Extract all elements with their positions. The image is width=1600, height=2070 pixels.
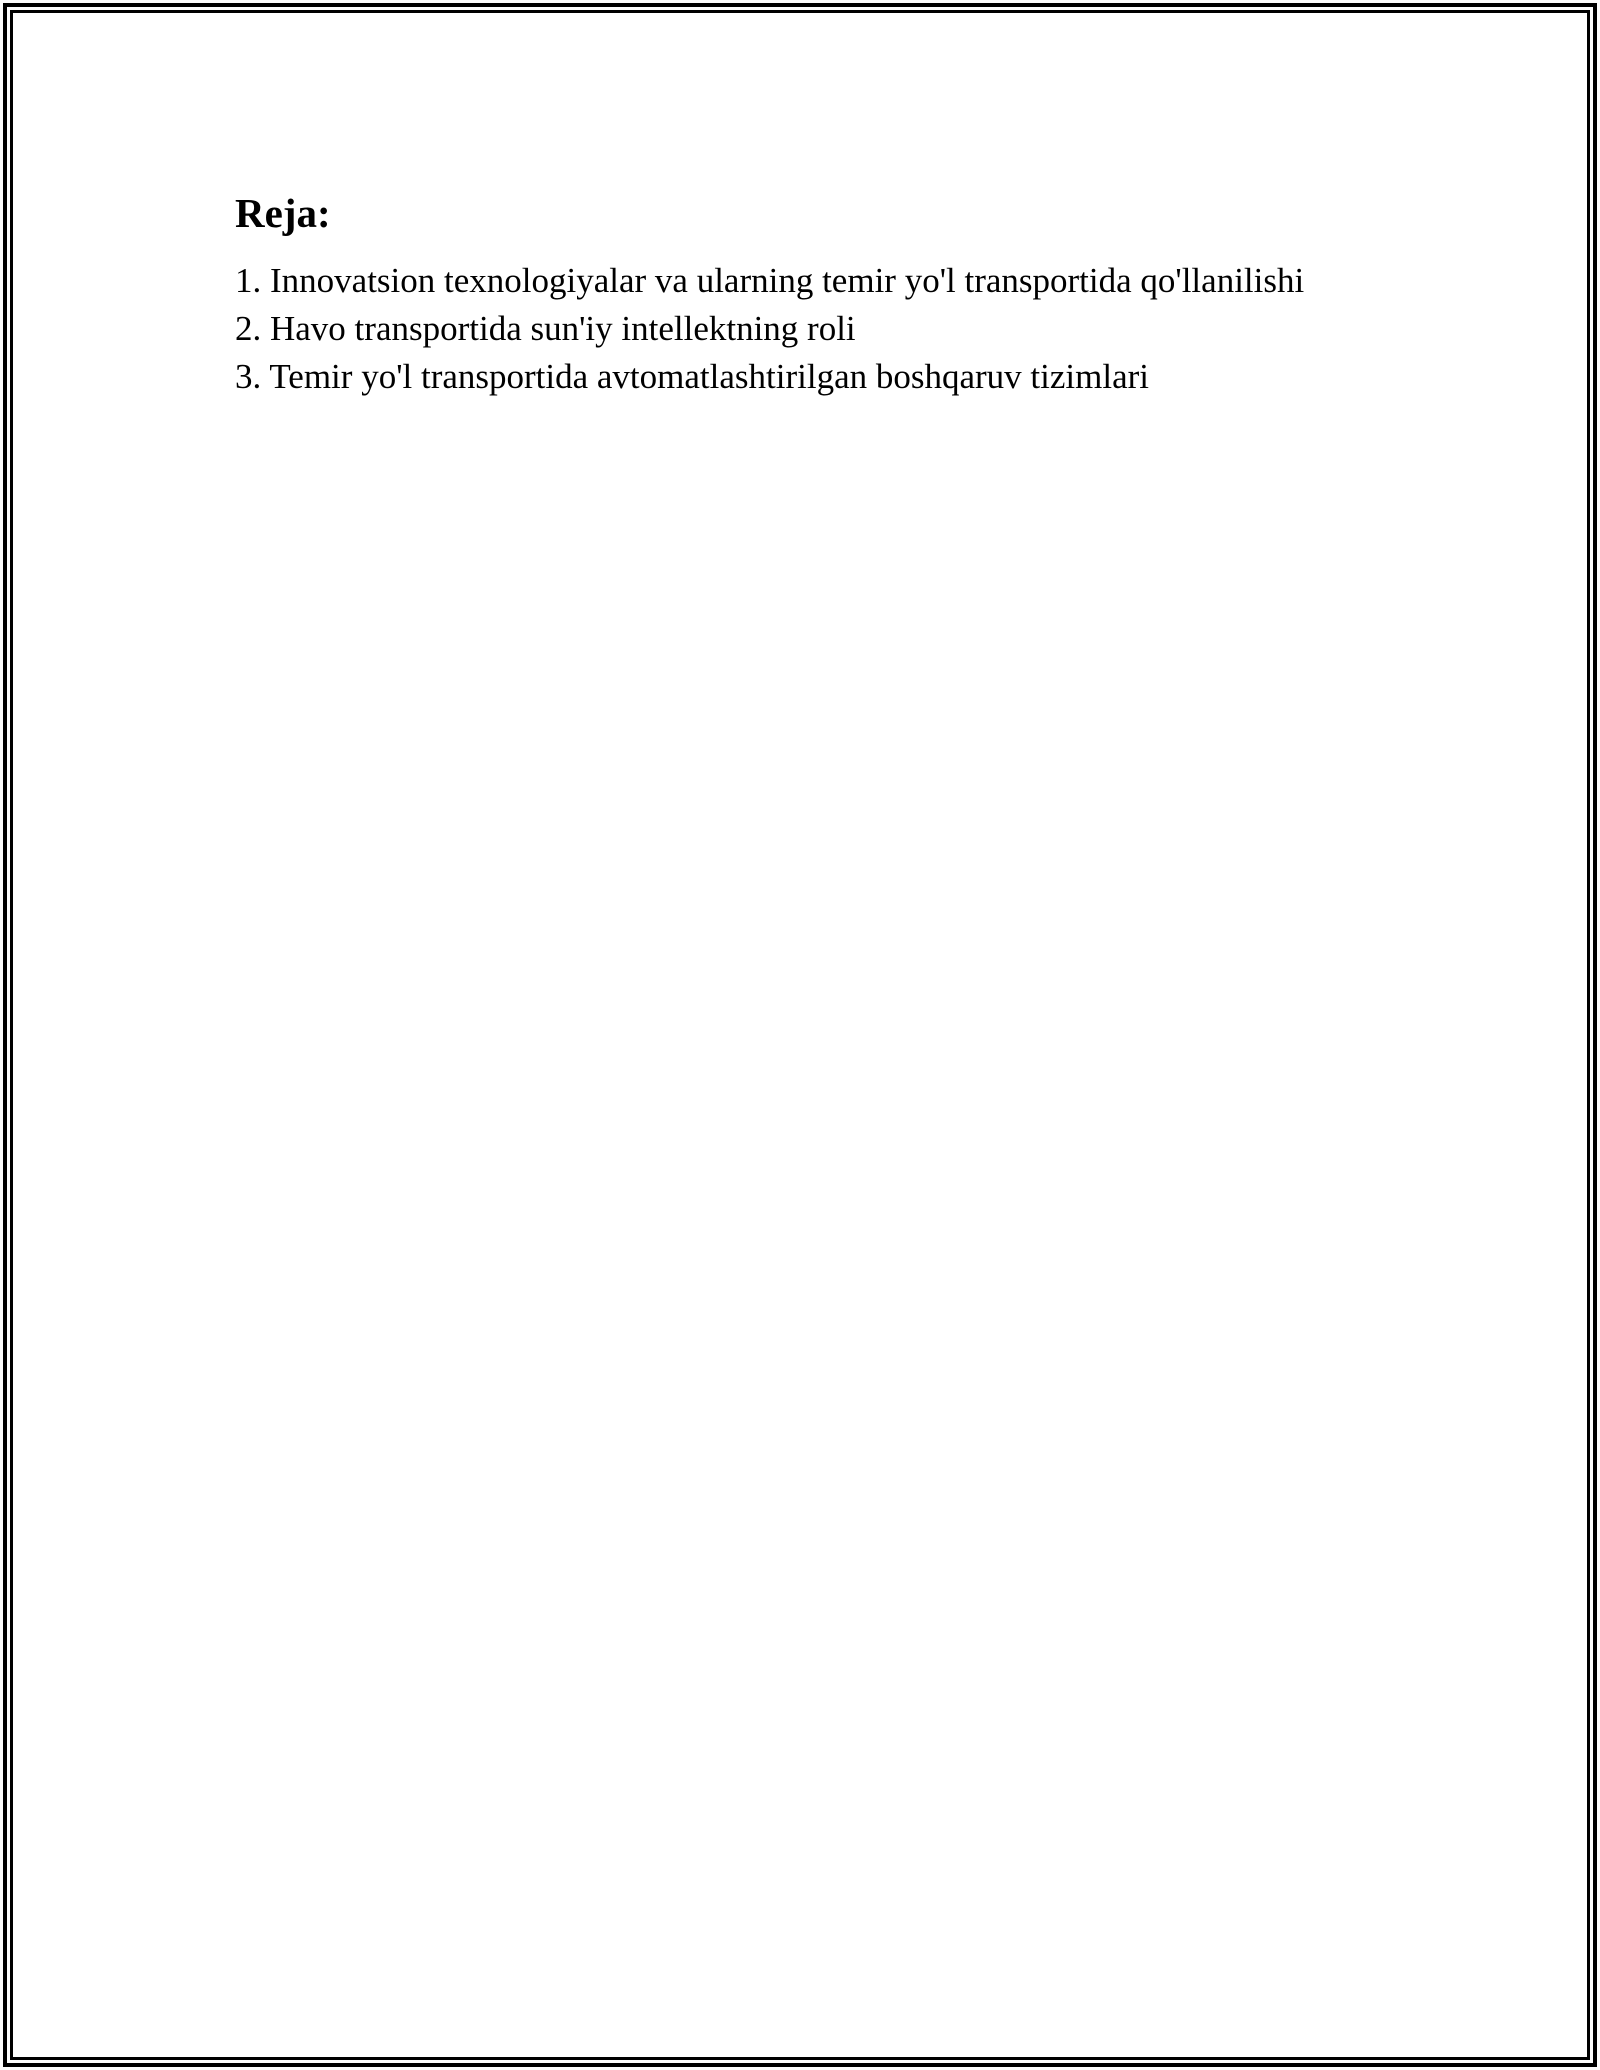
plan-item: 2. Havo transportida sun'iy intellektning roli bbox=[235, 309, 856, 348]
plan-item: 1. Innovatsion texnologiyalar va ularning temir yo'l transportida qo'llanilishi bbox=[235, 261, 1305, 300]
plan-heading: Reja: bbox=[235, 190, 331, 236]
plan-list bbox=[235, 257, 1435, 401]
plan-item: 3. Temir yo'l transportida avtomatlashtirilgan boshqaruv tizimlari bbox=[235, 357, 1149, 396]
document-body bbox=[235, 185, 1435, 401]
